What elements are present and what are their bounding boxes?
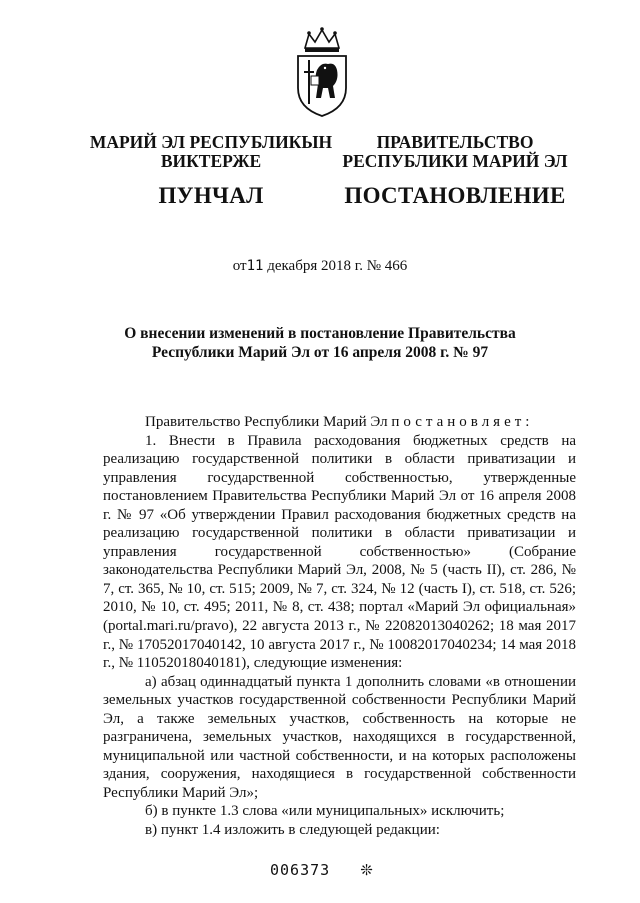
header-right bbox=[330, 133, 580, 209]
intro-paragraph bbox=[103, 413, 576, 432]
header-left-line1: МАРИЙ ЭЛ РЕСПУБЛИКЫН bbox=[89, 132, 333, 152]
paragraph-b: б) в пункте 1.3 слова «или муниципальных» исключить; bbox=[145, 803, 505, 820]
header-right-line1: ПРАВИТЕЛЬСТВО bbox=[376, 132, 534, 152]
document-title bbox=[90, 324, 550, 362]
date-day: 11 bbox=[246, 258, 264, 274]
header-left-title: ПУНЧАЛ bbox=[158, 183, 264, 208]
header-left bbox=[86, 133, 336, 209]
document-title-line2: Республики Марий Эл от 16 апреля 2008 г. № 97 bbox=[151, 344, 489, 361]
document-dateline bbox=[0, 258, 640, 275]
date-rest: декабря 2018 г. № bbox=[267, 258, 382, 274]
intro-subject: Правительство Республики Марий Эл bbox=[145, 414, 388, 430]
coat-of-arms-icon bbox=[295, 26, 349, 118]
header-right-line2: РЕСПУБЛИКИ МАРИЙ ЭЛ bbox=[342, 151, 568, 171]
document-title-line1: О внесении изменений в постановление Правительства bbox=[124, 325, 516, 342]
footer-serial bbox=[270, 861, 374, 879]
paragraph-a: а) абзац одиннадцатый пункта 1 дополнить словами «в отношении земельных участков государственной собственности Республики Марий Эл, а также земельных участков, собственность на которые не разграничена, земельных участков, находящихся в государственной, муниципальной или частной собственности, и на которых расположены здания, сооружения, находящиеся в государственной собственности Республики Марий Эл»; bbox=[103, 673, 576, 801]
header-right-title: ПОСТАНОВЛЕНИЕ bbox=[344, 183, 566, 208]
asterisk-mark-icon: ❊ bbox=[360, 861, 374, 879]
paragraph-c: в) пункт 1.4 изложить в следующей редакции: bbox=[145, 822, 440, 839]
serial-number: 006373 bbox=[270, 861, 331, 879]
document-number: 466 bbox=[384, 258, 408, 274]
header-left-line2: ВИКТЕРЖЕ bbox=[160, 151, 262, 171]
date-prefix: от bbox=[232, 258, 247, 274]
intro-verb: постановляет: bbox=[391, 414, 534, 430]
document-body bbox=[103, 413, 576, 840]
paragraph-1: 1. Внести в Правила расходования бюджетных средств на реализацию государственной политики в области приватизации и управления государственной собственностью, утвержденные постановлением Правительства Республики Марий Эл от 16 апреля 2008 г. № 97 «Об утверждении Правил расходования бюджетных средств на реализацию государственной политики в области приватизации и управления государственной собственностью» (Собрание законодательства Республики Марий Эл, 2008, № 5 (часть II), ст. 286, № 7, ст. 365, № 10, ст. 515; 2009, № 7, ст. 324, № 12 (часть I), ст. 518, ст. 526; 2010, № 10, ст. 495; 2011, № 8, ст. 438; портал «Марий Эл официальная» (portal.mari.ru/pravo), 22 августа 2013 г., № 22082013040262; 18 мая 2017 г., № 17052017040142, 10 августа 2017 г., № 10082017040234; 14 мая 2018 г., № 11052018040181), следующие изменения: bbox=[103, 432, 576, 672]
